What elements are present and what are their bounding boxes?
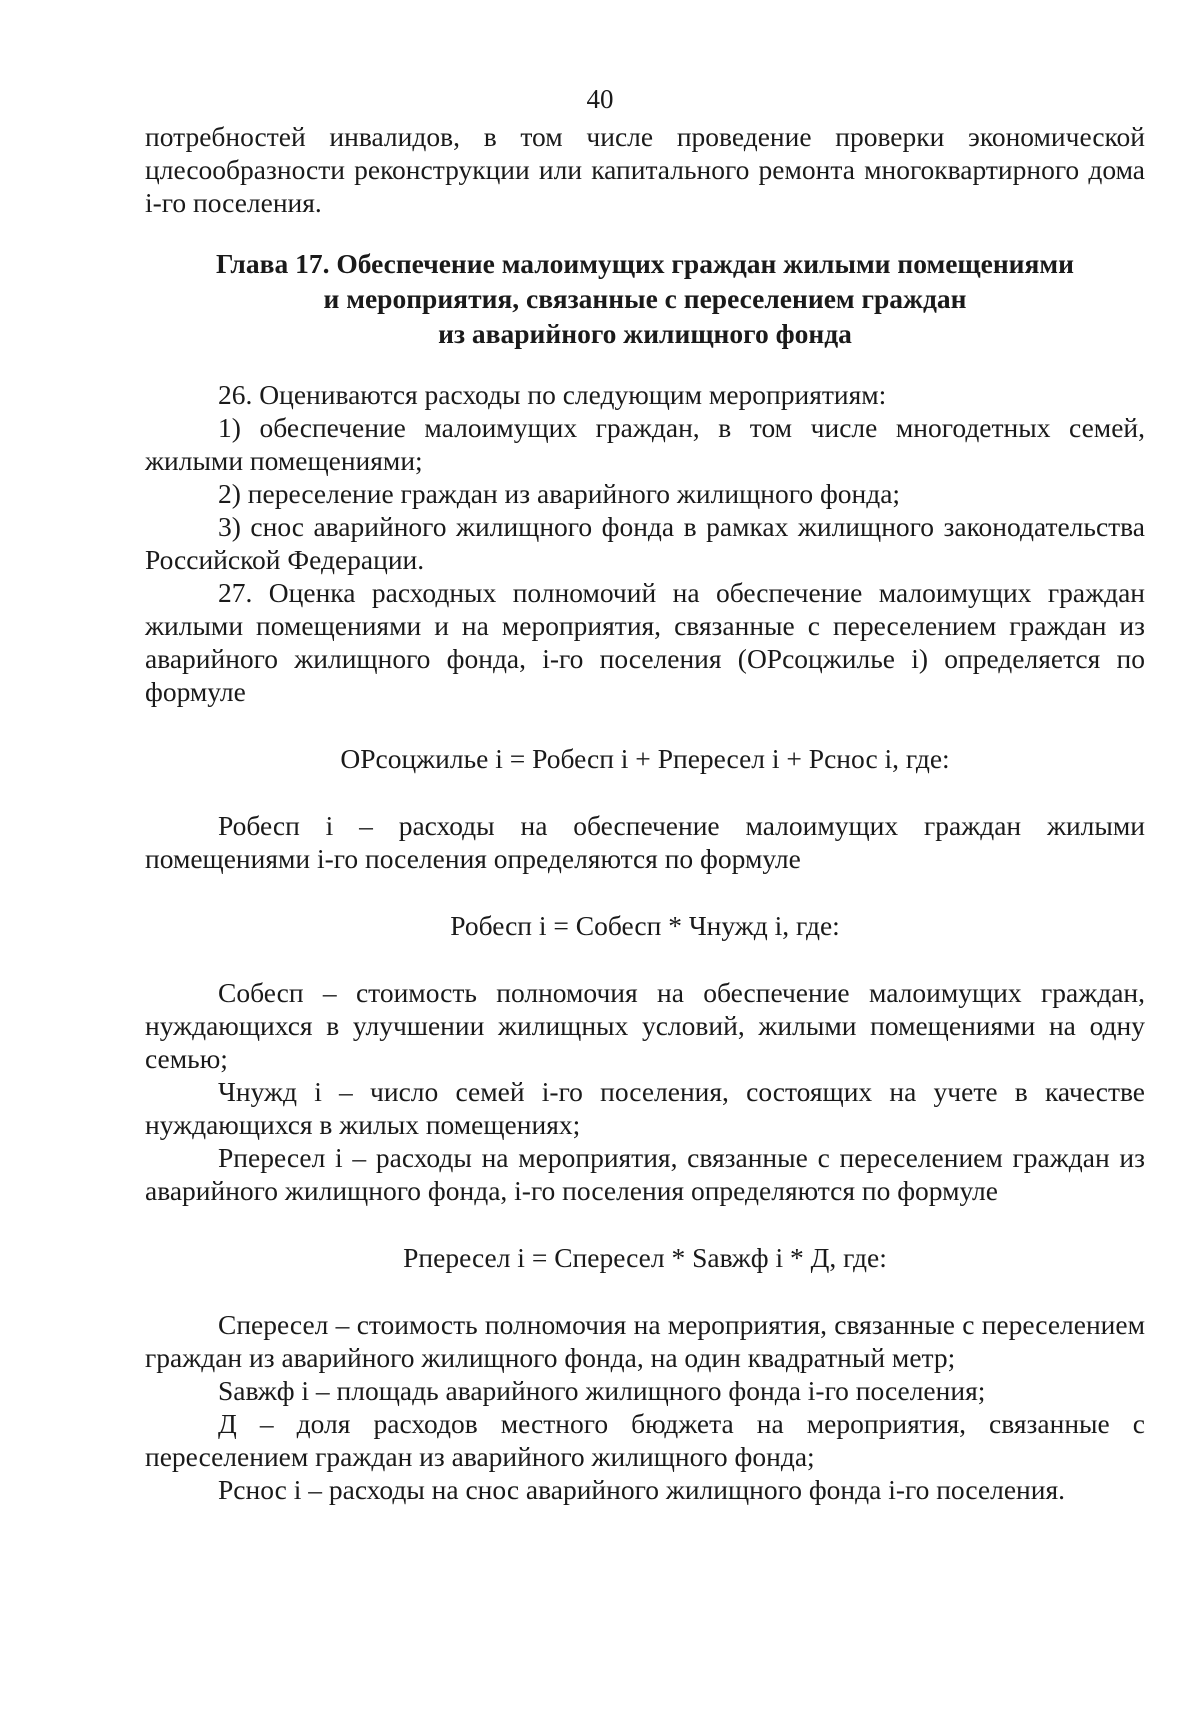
formula-rperesel: Рпересел i = Спересел * Sавжф i * Д, где: xyxy=(403,1242,887,1273)
continuation-paragraph: потребностей инвалидов, в том числе проведение проверки экономической цлесообразности реконструкции или капитального ремонта многоквартирного дома i-го поселения. xyxy=(145,121,1145,218)
definition-sobesp: Собесп – стоимость полномочия на обеспечение малоимущих граждан, нуждающихся в улучшении жилищных условий, жилыми помещениями на одну семью; xyxy=(145,977,1145,1074)
chapter-heading-line-2: и мероприятия, связанные с переселением граждан xyxy=(323,283,967,314)
formula-robesp: Робесп i = Собесп * Чнужд i, где: xyxy=(450,910,840,941)
list-item-2: 2) переселение граждан из аварийного жилищного фонда; xyxy=(218,478,901,509)
paragraph-27: 27. Оценка расходных полномочий на обеспечение малоимущих граждан жилыми помещениями и на мероприятия, связанные с переселением граждан из аварийного жилищного фонда, i-го поселения (ОРсоцжилье i) определяется по формуле xyxy=(145,577,1145,707)
list-item-1: 1) обеспечение малоимущих граждан, в том числе многодетных семей, жилыми помещениями; xyxy=(145,412,1145,476)
definition-chnuzhd: Чнужд i – число семей i-го поселения, состоящих на учете в качестве нуждающихся в жилых помещениях; xyxy=(145,1076,1145,1140)
definition-savzhf: Sавжф i – площадь аварийного жилищного фонда i-го поселения; xyxy=(218,1375,986,1406)
definition-rperesel: Рпересел i – расходы на мероприятия, связанные с переселением граждан из аварийного жилищного фонда, i-го поселения определяются по формуле xyxy=(145,1142,1145,1206)
page-number: 40 xyxy=(586,84,614,114)
definition-d: Д – доля расходов местного бюджета на мероприятия, связанные с переселением граждан из аварийного жилищного фонда; xyxy=(145,1408,1145,1472)
chapter-heading-line-1: Глава 17. Обеспечение малоимущих граждан жилыми помещениями xyxy=(216,248,1074,279)
definition-rsnos: Рснос i – расходы на снос аварийного жилищного фонда i-го поселения. xyxy=(218,1474,1065,1505)
page-body xyxy=(145,120,1145,1506)
chapter-heading xyxy=(145,246,1145,351)
chapter-heading-line-3: из аварийного жилищного фонда xyxy=(438,318,852,349)
definition-robesp: Робесп i – расходы на обеспечение малоимущих граждан жилыми помещениями i-го поселения определяются по формуле xyxy=(145,810,1145,874)
paragraph-26: 26. Оцениваются расходы по следующим мероприятиям: xyxy=(218,379,887,410)
formula-total: ОРсоцжилье i = Робесп i + Рпересел i + Рснос i, где: xyxy=(340,743,950,774)
list-item-3: 3) снос аварийного жилищного фонда в рамках жилищного законодательства Российской Федерации. xyxy=(145,511,1145,575)
definition-speresel: Спересел – стоимость полномочия на мероприятия, связанные с переселением граждан из аварийного жилищного фонда, на один квадратный метр; xyxy=(145,1309,1145,1373)
